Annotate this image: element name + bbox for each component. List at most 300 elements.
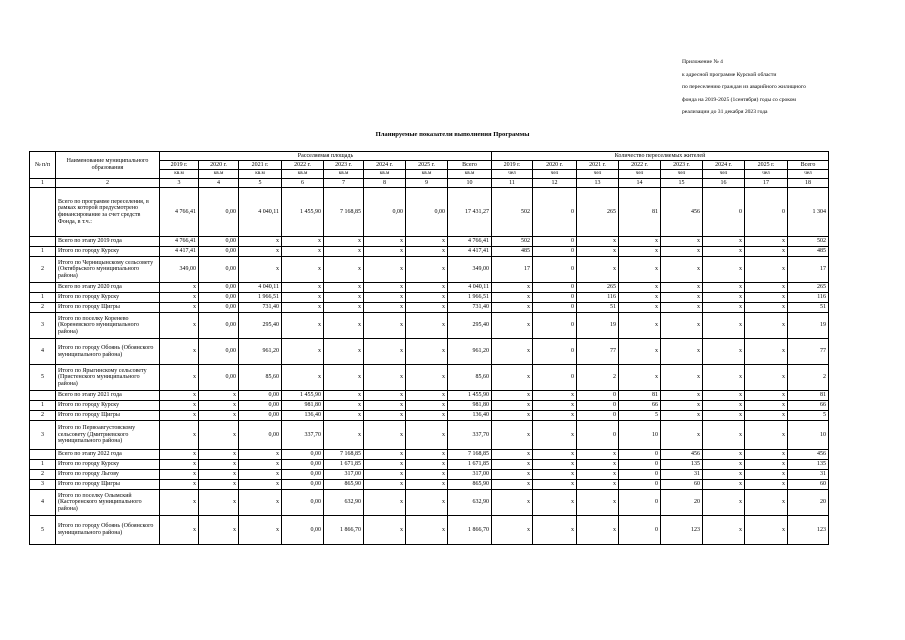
area-cell: 1 671,85	[324, 460, 364, 470]
people-cell: x	[703, 365, 745, 391]
area-cell: 0,00	[199, 257, 239, 283]
row-number: 5	[30, 516, 56, 545]
people-cell: x	[661, 237, 703, 247]
area-cell: x	[239, 490, 282, 516]
people-cell: 81	[788, 391, 829, 401]
people-cell: 19	[788, 313, 829, 339]
people-cell: 0	[533, 293, 577, 303]
area-cell: 0,00	[199, 283, 239, 293]
people-cell: x	[745, 303, 788, 313]
people-cell: 116	[788, 293, 829, 303]
area-cell: x	[406, 460, 448, 470]
header-row-groups	[30, 152, 829, 161]
people-cell: 2	[788, 365, 829, 391]
unit-header: кв.м	[160, 170, 199, 179]
people-cell: 0	[533, 188, 577, 237]
people-cell: x	[745, 470, 788, 480]
row-name: Всего по этапу 2020 года	[56, 283, 160, 293]
people-cell: x	[745, 283, 788, 293]
people-cell: x	[492, 470, 533, 480]
area-cell: 865,90	[448, 480, 492, 490]
area-cell: 136,40	[448, 411, 492, 421]
people-cell: 265	[577, 188, 619, 237]
annex-line: Приложение № 4	[682, 59, 723, 65]
people-cell: x	[703, 516, 745, 545]
area-cell: x	[324, 313, 364, 339]
people-cell: 0	[533, 313, 577, 339]
area-cell: 1 866,70	[324, 516, 364, 545]
area-cell: 295,40	[448, 313, 492, 339]
area-cell: x	[239, 257, 282, 283]
unit-header: чел	[745, 170, 788, 179]
row-name: Итого по городу Щигры	[56, 480, 160, 490]
area-cell: 0,00	[199, 237, 239, 247]
annex-line: фонда на 2019-2025 (1сентября) годы со сроком	[682, 96, 796, 103]
people-cell: 0	[619, 460, 661, 470]
people-cell: 2	[577, 365, 619, 391]
people-cell: 31	[788, 470, 829, 480]
area-cell: x	[160, 480, 199, 490]
people-cell: x	[745, 401, 788, 411]
area-cell: 4 766,41	[160, 237, 199, 247]
people-cell: x	[745, 339, 788, 365]
area-cell: x	[364, 293, 406, 303]
people-cell: x	[703, 401, 745, 411]
people-cell: 0	[619, 516, 661, 545]
area-cell: x	[364, 247, 406, 257]
people-cell: 81	[619, 188, 661, 237]
people-cell: x	[703, 391, 745, 401]
area-cell: x	[324, 257, 364, 283]
people-cell: x	[745, 237, 788, 247]
area-cell: 0,00	[282, 516, 324, 545]
people-cell: 20	[788, 490, 829, 516]
area-cell: 1 966,51	[448, 293, 492, 303]
row-number: 3	[30, 480, 56, 490]
year-header: 2019 г.	[160, 161, 199, 170]
people-cell: x	[577, 237, 619, 247]
people-cell: x	[661, 411, 703, 421]
area-cell: x	[324, 391, 364, 401]
people-cell: 81	[619, 391, 661, 401]
header-name: Наименование муниципального образования	[56, 152, 160, 179]
people-cell: 0	[619, 480, 661, 490]
area-cell: x	[160, 450, 199, 460]
col-number: 9	[406, 179, 448, 188]
year-header: 2025 г.	[745, 161, 788, 170]
people-cell: x	[745, 391, 788, 401]
people-cell: 265	[577, 283, 619, 293]
people-cell: x	[619, 313, 661, 339]
area-cell: x	[282, 365, 324, 391]
table-row	[30, 480, 829, 490]
area-cell: x	[160, 460, 199, 470]
area-cell: 0,00	[282, 490, 324, 516]
people-cell: x	[703, 450, 745, 460]
area-cell: x	[239, 247, 282, 257]
area-cell: 136,40	[282, 411, 324, 421]
area-cell: x	[199, 490, 239, 516]
table-body	[30, 188, 829, 545]
people-cell: 0	[533, 257, 577, 283]
people-cell: 0	[619, 490, 661, 516]
year-header: 2021 г.	[577, 161, 619, 170]
area-cell: 0,00	[282, 460, 324, 470]
unit-header: чел	[788, 170, 829, 179]
row-number: 3	[30, 313, 56, 339]
table-row	[30, 470, 829, 480]
row-name: Итого по поселку Коренево (Кореневского муниципального района)	[56, 313, 160, 339]
people-cell: x	[703, 257, 745, 283]
people-cell: x	[661, 283, 703, 293]
col-number: 10	[448, 179, 492, 188]
area-cell: 865,90	[324, 480, 364, 490]
col-number: 3	[160, 179, 199, 188]
people-cell: x	[492, 490, 533, 516]
table-row	[30, 283, 829, 293]
people-cell: x	[661, 257, 703, 283]
area-cell: 349,00	[448, 257, 492, 283]
area-cell: 1 455,90	[448, 391, 492, 401]
people-cell: x	[492, 391, 533, 401]
people-cell: x	[577, 257, 619, 283]
area-cell: 7 168,85	[324, 188, 364, 237]
area-cell: x	[364, 257, 406, 283]
area-cell: 4 040,11	[239, 283, 282, 293]
people-cell: x	[661, 421, 703, 450]
people-cell: 51	[577, 303, 619, 313]
area-cell: x	[160, 401, 199, 411]
people-cell: x	[533, 490, 577, 516]
area-cell: 1 455,90	[282, 188, 324, 237]
area-cell: x	[364, 283, 406, 293]
area-cell: x	[324, 365, 364, 391]
people-cell: x	[492, 313, 533, 339]
row-name: Итого по Черницынскому сельсовету (Октябрьского муниципального района)	[56, 257, 160, 283]
people-cell: 0	[533, 339, 577, 365]
row-name: Всего по этапу 2019 года	[56, 237, 160, 247]
area-cell: x	[364, 365, 406, 391]
unit-header: кв.м	[199, 170, 239, 179]
people-cell: x	[533, 516, 577, 545]
col-number: 16	[703, 179, 745, 188]
col-number: 8	[364, 179, 406, 188]
people-cell: x	[533, 391, 577, 401]
row-number: 3	[30, 421, 56, 450]
area-cell: x	[364, 401, 406, 411]
people-cell: 10	[788, 421, 829, 450]
area-cell: x	[160, 470, 199, 480]
people-cell: x	[533, 421, 577, 450]
table-row	[30, 421, 829, 450]
people-cell: x	[492, 365, 533, 391]
people-cell: 17	[788, 257, 829, 283]
row-number	[30, 188, 56, 237]
people-cell: x	[745, 411, 788, 421]
col-number: 13	[577, 179, 619, 188]
area-cell: x	[199, 421, 239, 450]
people-cell: x	[619, 293, 661, 303]
area-cell: x	[324, 339, 364, 365]
people-cell: 123	[788, 516, 829, 545]
area-cell: 632,90	[324, 490, 364, 516]
area-cell: 1 455,90	[282, 391, 324, 401]
area-cell: x	[160, 490, 199, 516]
row-number: 1	[30, 293, 56, 303]
people-cell: 0	[619, 470, 661, 480]
people-cell: x	[533, 401, 577, 411]
people-cell: 77	[577, 339, 619, 365]
area-cell: 7 168,85	[448, 450, 492, 460]
table-row	[30, 313, 829, 339]
area-cell: 0,00	[239, 391, 282, 401]
area-cell: 4 417,41	[448, 247, 492, 257]
people-cell: x	[703, 480, 745, 490]
people-cell: x	[661, 365, 703, 391]
people-cell: x	[703, 339, 745, 365]
area-cell: 17 431,27	[448, 188, 492, 237]
table-row	[30, 490, 829, 516]
people-cell: x	[703, 237, 745, 247]
people-cell: 0	[619, 450, 661, 460]
area-cell: 0,00	[199, 365, 239, 391]
annex-block	[682, 56, 806, 119]
header-row-col-numbers	[30, 179, 829, 188]
people-cell: x	[619, 365, 661, 391]
area-cell: x	[199, 401, 239, 411]
people-cell: x	[661, 247, 703, 257]
year-header: 2019 г.	[492, 161, 533, 170]
people-cell: x	[577, 460, 619, 470]
year-header: 2023 г.	[324, 161, 364, 170]
people-cell: 1 304	[788, 188, 829, 237]
area-cell: x	[324, 237, 364, 247]
people-cell: x	[661, 391, 703, 401]
people-cell: x	[661, 401, 703, 411]
area-cell: x	[364, 421, 406, 450]
area-cell: 981,80	[282, 401, 324, 411]
row-number: 1	[30, 247, 56, 257]
area-cell: x	[364, 450, 406, 460]
header-people-group: Количество переселяемых жителей	[492, 152, 829, 161]
area-cell: 0,00	[239, 421, 282, 450]
people-cell: 456	[661, 188, 703, 237]
people-cell: x	[619, 303, 661, 313]
people-cell: x	[492, 411, 533, 421]
people-cell: 0	[533, 237, 577, 247]
people-cell: x	[533, 411, 577, 421]
people-cell: 60	[788, 480, 829, 490]
table-row	[30, 516, 829, 545]
col-number: 12	[533, 179, 577, 188]
unit-header: чел	[533, 170, 577, 179]
people-cell: x	[577, 480, 619, 490]
people-cell: x	[703, 421, 745, 450]
people-cell: x	[577, 516, 619, 545]
area-cell: 1 866,70	[448, 516, 492, 545]
people-cell: 456	[661, 450, 703, 460]
area-cell: x	[324, 303, 364, 313]
area-cell: x	[239, 516, 282, 545]
row-number: 2	[30, 303, 56, 313]
people-cell: 0	[577, 411, 619, 421]
area-cell: x	[364, 339, 406, 365]
area-cell: x	[364, 516, 406, 545]
people-cell: 66	[619, 401, 661, 411]
table-row	[30, 401, 829, 411]
people-cell: x	[745, 257, 788, 283]
people-cell: x	[492, 480, 533, 490]
people-cell: 60	[661, 480, 703, 490]
area-cell: x	[406, 313, 448, 339]
area-cell: x	[364, 411, 406, 421]
area-cell: x	[406, 480, 448, 490]
people-cell: 19	[577, 313, 619, 339]
table-row	[30, 339, 829, 365]
row-name: Итого по Ярыгинскому сельсовету (Пристенского муниципального района)	[56, 365, 160, 391]
col-number: 5	[239, 179, 282, 188]
row-name: Всего по программе переселения, в рамках которой предусмотрено финансирование за счет средств Фонда, в т.ч.:	[56, 188, 160, 237]
area-cell: x	[364, 303, 406, 313]
area-cell: 317,00	[448, 470, 492, 480]
people-cell: x	[661, 339, 703, 365]
area-cell: 961,20	[239, 339, 282, 365]
people-cell: 502	[492, 237, 533, 247]
people-cell: x	[533, 470, 577, 480]
people-cell: x	[492, 516, 533, 545]
people-cell: 502	[492, 188, 533, 237]
col-number: 1	[30, 179, 56, 188]
year-header: 2022 г.	[282, 161, 324, 170]
area-cell: 0,00	[282, 470, 324, 480]
people-cell: 0	[577, 401, 619, 411]
unit-header: чел	[703, 170, 745, 179]
people-cell: x	[745, 460, 788, 470]
area-cell: x	[199, 450, 239, 460]
col-number: 17	[745, 179, 788, 188]
area-cell: x	[406, 450, 448, 460]
area-cell: x	[406, 293, 448, 303]
area-cell: 4 417,41	[160, 247, 199, 257]
col-number: 7	[324, 179, 364, 188]
people-cell: x	[619, 257, 661, 283]
unit-header: кв.м	[324, 170, 364, 179]
area-cell: x	[406, 247, 448, 257]
row-number: 4	[30, 490, 56, 516]
people-cell: 77	[788, 339, 829, 365]
area-cell: 337,70	[282, 421, 324, 450]
row-number: 5	[30, 365, 56, 391]
people-cell: x	[577, 470, 619, 480]
year-header: 2023 г.	[661, 161, 703, 170]
area-cell: x	[160, 293, 199, 303]
people-cell: x	[745, 313, 788, 339]
area-cell: 4 040,11	[239, 188, 282, 237]
people-cell: 0	[577, 421, 619, 450]
area-cell: 337,70	[448, 421, 492, 450]
people-cell: 485	[492, 247, 533, 257]
area-cell: x	[406, 411, 448, 421]
people-cell: x	[619, 247, 661, 257]
col-number: 11	[492, 179, 533, 188]
row-number	[30, 237, 56, 247]
area-cell: x	[160, 283, 199, 293]
people-cell: 135	[788, 460, 829, 470]
area-cell: x	[406, 421, 448, 450]
area-cell: x	[324, 401, 364, 411]
row-name: Итого по поселку Олымский (Касторенского муниципального района)	[56, 490, 160, 516]
area-cell: x	[160, 365, 199, 391]
area-cell: x	[199, 411, 239, 421]
people-cell: 20	[661, 490, 703, 516]
area-cell: 0,00	[239, 401, 282, 411]
people-cell: x	[619, 339, 661, 365]
people-cell: x	[703, 411, 745, 421]
area-cell: 295,40	[239, 313, 282, 339]
area-cell: x	[239, 450, 282, 460]
table-row	[30, 450, 829, 460]
table-row	[30, 411, 829, 421]
people-cell: 135	[661, 460, 703, 470]
area-cell: 0,00	[199, 293, 239, 303]
col-number: 2	[56, 179, 160, 188]
people-cell: 0	[533, 247, 577, 257]
year-header: 2024 г.	[364, 161, 406, 170]
people-cell: 502	[788, 237, 829, 247]
area-cell: 1 671,85	[448, 460, 492, 470]
area-cell: x	[406, 490, 448, 516]
people-cell: x	[703, 303, 745, 313]
area-cell: x	[364, 490, 406, 516]
area-cell: 4 766,41	[160, 188, 199, 237]
annex-line: к адресной программе Курской области	[682, 71, 777, 78]
people-cell: 116	[577, 293, 619, 303]
area-cell: x	[282, 293, 324, 303]
people-cell: 31	[661, 470, 703, 480]
people-cell: x	[492, 450, 533, 460]
area-cell: x	[364, 460, 406, 470]
area-cell: x	[199, 460, 239, 470]
people-cell: x	[745, 365, 788, 391]
people-cell: x	[745, 293, 788, 303]
row-name: Итого по городу Льгову	[56, 470, 160, 480]
table-row	[30, 188, 829, 237]
area-cell: x	[282, 303, 324, 313]
area-cell: x	[364, 391, 406, 401]
people-cell: x	[577, 450, 619, 460]
area-cell: 1 966,51	[239, 293, 282, 303]
area-cell: 981,80	[448, 401, 492, 411]
people-cell: x	[703, 247, 745, 257]
col-number: 14	[619, 179, 661, 188]
people-cell: x	[745, 490, 788, 516]
table-row	[30, 460, 829, 470]
unit-header: чел	[492, 170, 533, 179]
area-cell: x	[239, 237, 282, 247]
people-cell: x	[619, 237, 661, 247]
people-cell: 0	[533, 303, 577, 313]
people-cell: x	[533, 450, 577, 460]
row-number: 1	[30, 401, 56, 411]
unit-header: кв.м	[282, 170, 324, 179]
people-cell: x	[661, 303, 703, 313]
table-row	[30, 365, 829, 391]
area-cell: x	[160, 421, 199, 450]
people-cell: x	[703, 470, 745, 480]
people-cell: 10	[619, 421, 661, 450]
area-cell: 85,60	[448, 365, 492, 391]
area-cell: x	[406, 516, 448, 545]
